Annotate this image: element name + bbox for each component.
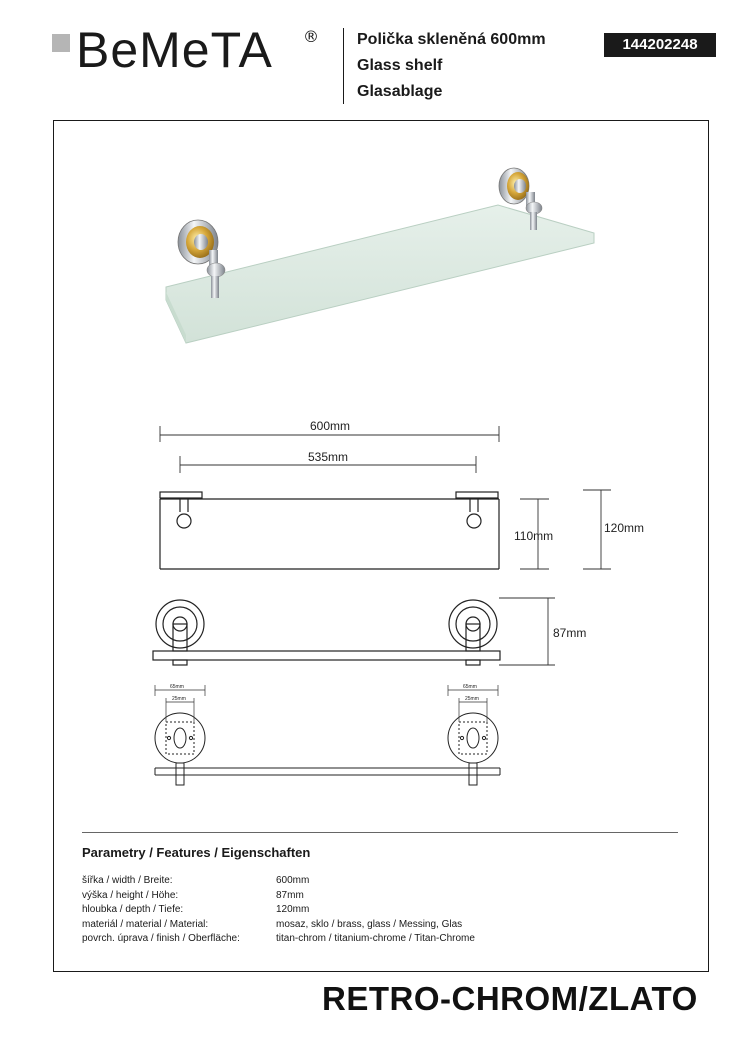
dimension-rosette (155, 685, 498, 722)
spec-label: výška / height / Höhe: (82, 889, 179, 901)
spec-value: mosaz, sklo / brass, glass / Messing, Glas (276, 918, 463, 930)
product-title-cz: Polička skleněná 600mm (357, 31, 546, 48)
logo-square (52, 34, 70, 52)
header-divider (343, 28, 344, 104)
spec-label: hloubka / depth / Tiefe: (82, 904, 184, 916)
spec-table (82, 875, 475, 948)
technical-drawings (53, 120, 709, 820)
label-rosette-outer-left: 65mm (170, 684, 184, 690)
brand-logo: BeMeTA (76, 22, 273, 78)
spec-value: 600mm (276, 875, 310, 886)
label-glass-height: 110mm (514, 529, 554, 543)
label-mount-spacing: 535mm (307, 450, 349, 464)
features-heading: Parametry / Features / Eigenschaften (82, 845, 311, 860)
product-title-de: Glasablage (357, 83, 443, 100)
spec-value: 87mm (276, 889, 304, 901)
product-code-badge: 144202248 (604, 33, 716, 57)
spec-value: titan-chrom / titanium-chrome / Titan-Chrome (276, 933, 475, 945)
label-total-height: 120mm (604, 521, 645, 535)
spec-label: šířka / width / Breite: (82, 875, 173, 886)
spec-label: povrch. úprava / finish / Oberfläche: (82, 933, 240, 945)
front-view-drawing (160, 492, 499, 569)
top-view-drawing (153, 600, 500, 665)
spec-row (82, 890, 475, 905)
spec-row (82, 904, 475, 919)
spec-value: 120mm (276, 904, 310, 916)
dimension-depth (499, 598, 555, 665)
spec-row (82, 875, 475, 890)
spec-row (82, 933, 475, 948)
label-rosette-inner-left: 25mm (172, 696, 186, 702)
glass-panel (166, 205, 594, 343)
product-title-en: Glass shelf (357, 57, 443, 74)
variant-title: RETRO-CHROM/ZLATO (322, 980, 698, 1017)
features-divider (82, 832, 678, 833)
spec-row (82, 919, 475, 934)
mounting-view-drawing (155, 713, 500, 785)
registered-mark: ® (303, 27, 319, 46)
product-photo (166, 168, 594, 343)
label-width: 600mm (309, 419, 351, 433)
label-rosette-outer-right: 65mm (463, 684, 477, 690)
label-rosette-inner-right: 25mm (465, 696, 479, 702)
label-depth: 87mm (553, 626, 587, 640)
spec-label: materiál / material / Material: (82, 918, 209, 930)
